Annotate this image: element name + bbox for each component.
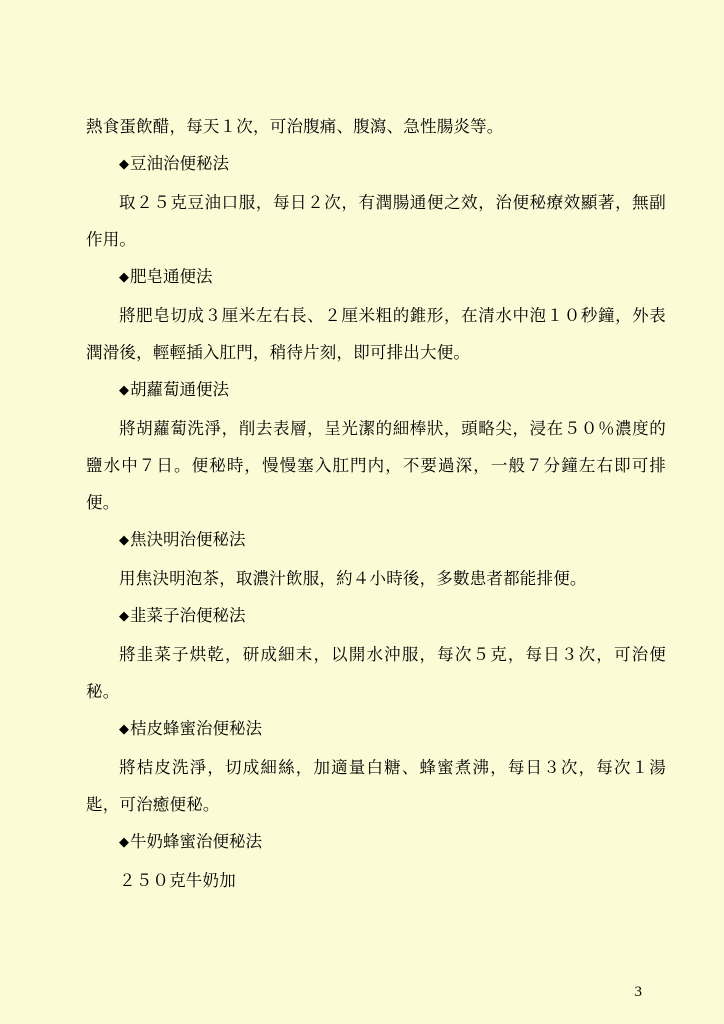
section-heading <box>86 597 666 636</box>
paragraph: 將桔皮洗淨，切成細絲，加適量白糖、蜂蜜煮沸，每日３次，每次１湯匙，可治癒便秘。 <box>86 758 666 814</box>
paragraph: 熱食蛋飲醋，每天１次，可治腹痛、腹瀉、急性腸炎等。 <box>86 117 504 136</box>
section-heading-label: 肥皂通便法 <box>130 267 213 286</box>
section-heading <box>86 521 666 560</box>
diamond-bullet-icon: ◆ <box>119 533 129 548</box>
paragraph: 將肥皂切成３厘米左右長、２厘米粗的錐形，在清水中泡１０秒鐘，外表潤滑後，輕輕插入肛門，稍待片刻，即可排出大便。 <box>86 306 666 362</box>
paragraph: 將韭菜子烘乾，研成細末，以開水沖服，每次５克，每日３次，可治便秘。 <box>86 645 666 701</box>
diamond-bullet-icon: ◆ <box>119 722 129 737</box>
section-heading-label: 焦決明治便秘法 <box>130 530 246 549</box>
diamond-bullet-icon: ◆ <box>119 609 129 624</box>
section-heading <box>86 145 666 184</box>
section-heading-label: 桔皮蜂蜜治便秘法 <box>130 719 262 738</box>
section-heading-label: 胡蘿蔔通便法 <box>130 380 229 399</box>
diamond-bullet-icon: ◆ <box>119 835 129 850</box>
section-heading-label: 韭菜子治便秘法 <box>130 606 246 625</box>
section-heading <box>86 258 666 297</box>
paragraph: 將胡蘿蔔洗淨，削去表層，呈光潔的細棒狀，頭略尖，浸在５０％濃度的鹽水中７日。便秘時，慢慢塞入肛門内，不要過深，一般７分鐘左右即可排便。 <box>86 419 666 512</box>
diamond-bullet-icon: ◆ <box>119 383 129 398</box>
paragraph: ２５０克牛奶加 <box>119 871 236 890</box>
paragraph: 用焦決明泡茶，取濃汁飲服，約４小時後，多數患者都能排便。 <box>119 569 587 588</box>
section-heading <box>86 371 666 410</box>
page-number: 3 <box>634 984 642 1000</box>
section-heading <box>86 823 666 862</box>
section-heading <box>86 710 666 749</box>
diamond-bullet-icon: ◆ <box>119 157 129 172</box>
diamond-bullet-icon: ◆ <box>119 270 129 285</box>
section-heading-label: 豆油治便秘法 <box>130 154 229 173</box>
section-heading-label: 牛奶蜂蜜治便秘法 <box>130 832 262 851</box>
paragraph: 取２５克豆油口服，每日２次，有潤腸通便之效，治便秘療效顯著，無副作用。 <box>86 193 666 249</box>
